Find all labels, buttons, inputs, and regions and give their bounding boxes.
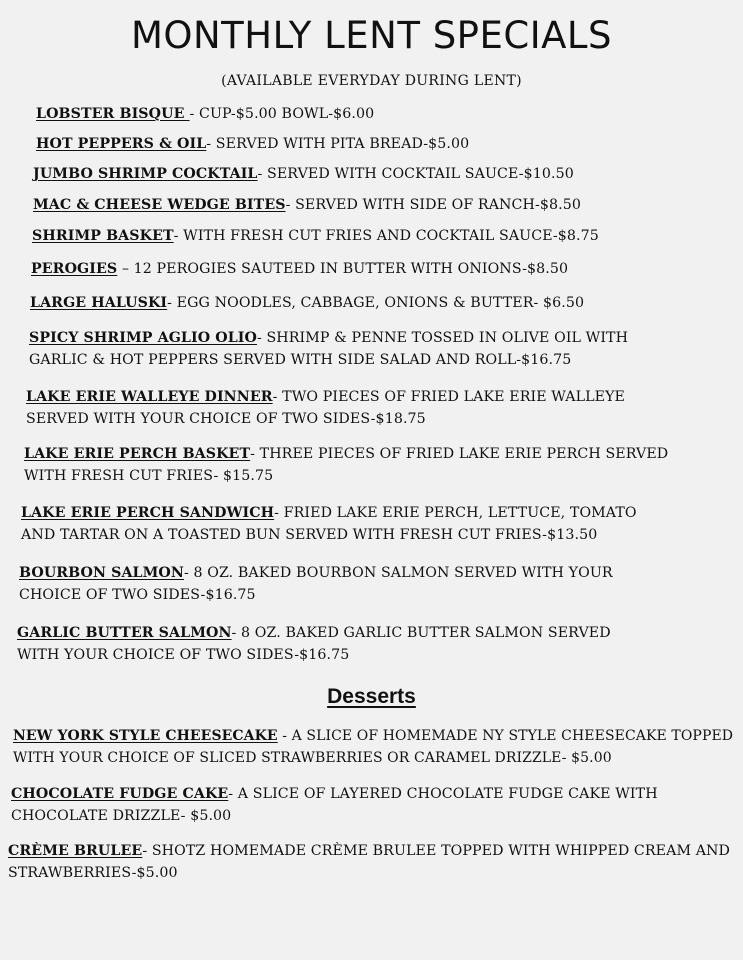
menu-item bbox=[24, 443, 668, 487]
menu-item bbox=[36, 103, 374, 125]
menu-item bbox=[32, 225, 599, 247]
item-description-cont: WITH YOUR CHOICE OF TWO SIDES-$16.75 bbox=[17, 647, 350, 663]
item-name: JUMBO SHRIMP COCKTAIL bbox=[33, 166, 258, 182]
item-name: LAKE ERIE PERCH BASKET bbox=[24, 446, 251, 462]
item-description: - CUP-$5.00 BOWL-$6.00 bbox=[189, 106, 375, 122]
item-description: - SERVED WITH SIDE OF RANCH-$8.50 bbox=[285, 197, 581, 213]
item-name: CRÈME BRULEE bbox=[8, 843, 143, 859]
dessert-item bbox=[8, 840, 730, 884]
item-description-cont: GARLIC & HOT PEPPERS SERVED WITH SIDE SALAD AND ROLL-$16.75 bbox=[29, 352, 572, 368]
menu-subtitle: (AVAILABLE EVERYDAY DURING LENT) bbox=[221, 73, 522, 89]
menu-item bbox=[17, 622, 611, 666]
item-name: LAKE ERIE WALLEYE DINNER bbox=[26, 389, 273, 405]
item-name: PEROGIES bbox=[31, 261, 118, 277]
item-description: - SERVED WITH PITA BREAD-$5.00 bbox=[206, 136, 470, 152]
menu-item bbox=[33, 194, 581, 216]
item-description: - TWO PIECES OF FRIED LAKE ERIE WALLEYE bbox=[272, 389, 626, 405]
item-description-cont: STRAWBERRIES-$5.00 bbox=[8, 865, 178, 881]
item-description-cont: CHOCOLATE DRIZZLE- $5.00 bbox=[11, 808, 232, 824]
menu-item bbox=[33, 163, 574, 185]
menu-item bbox=[21, 502, 637, 546]
item-description: - 8 OZ. BAKED GARLIC BUTTER SALMON SERVED bbox=[231, 625, 611, 641]
item-description: - SHRIMP & PENNE TOSSED IN OLIVE OIL WITH bbox=[256, 330, 629, 346]
item-description: – 12 PEROGIES SAUTEED IN BUTTER WITH ONIONS-$8.50 bbox=[117, 261, 569, 277]
menu-item bbox=[30, 292, 584, 314]
item-description-cont: WITH FRESH CUT FRIES- $15.75 bbox=[24, 468, 274, 484]
item-description-cont: CHOICE OF TWO SIDES-$16.75 bbox=[19, 587, 256, 603]
item-name: NEW YORK STYLE CHEESECAKE bbox=[13, 728, 278, 744]
item-name: HOT PEPPERS & OIL bbox=[36, 136, 207, 152]
menu-title: MONTHLY LENT SPECIALS bbox=[130, 14, 613, 57]
menu-item bbox=[26, 386, 625, 430]
dessert-item bbox=[13, 725, 733, 769]
item-name: GARLIC BUTTER SALMON bbox=[17, 625, 232, 641]
item-description: - THREE PIECES OF FRIED LAKE ERIE PERCH SERVED bbox=[250, 446, 669, 462]
item-name: BOURBON SALMON bbox=[19, 565, 184, 581]
item-name: CHOCOLATE FUDGE CAKE bbox=[11, 786, 229, 802]
item-name: LARGE HALUSKI bbox=[30, 295, 168, 311]
item-name: LOBSTER BISQUE bbox=[36, 106, 190, 122]
item-name: MAC & CHEESE WEDGE BITES bbox=[33, 197, 286, 213]
item-name: SPICY SHRIMP AGLIO OLIO bbox=[29, 330, 257, 346]
item-name: SHRIMP BASKET bbox=[32, 228, 174, 244]
item-description: - EGG NOODLES, CABBAGE, ONIONS & BUTTER- $6.50 bbox=[167, 295, 585, 311]
menu-item bbox=[36, 133, 469, 155]
menu-item bbox=[29, 327, 628, 371]
item-description: - 8 OZ. BAKED BOURBON SALMON SERVED WITH YOUR bbox=[183, 565, 613, 581]
item-description: - SERVED WITH COCKTAIL SAUCE-$10.50 bbox=[257, 166, 574, 182]
desserts-heading: Desserts bbox=[327, 685, 416, 708]
item-description: - A SLICE OF LAYERED CHOCOLATE FUDGE CAKE WITH bbox=[228, 786, 658, 802]
item-description: - FRIED LAKE ERIE PERCH, LETTUCE, TOMATO bbox=[274, 505, 637, 521]
dessert-item bbox=[11, 783, 658, 827]
item-description-cont: SERVED WITH YOUR CHOICE OF TWO SIDES-$18.75 bbox=[26, 411, 426, 427]
menu-item bbox=[31, 258, 568, 280]
item-description: - SHOTZ HOMEMADE CRÈME BRULEE TOPPED WITH WHIPPED CREAM AND bbox=[142, 843, 731, 859]
item-description-cont: WITH YOUR CHOICE OF SLICED STRAWBERRIES OR CARAMEL DRIZZLE- $5.00 bbox=[13, 750, 612, 766]
item-description: - A SLICE OF HOMEMADE NY STYLE CHEESECAKE TOPPED bbox=[277, 728, 734, 744]
menu-item bbox=[19, 562, 613, 606]
item-name: LAKE ERIE PERCH SANDWICH bbox=[21, 505, 275, 521]
item-description-cont: AND TARTAR ON A TOASTED BUN SERVED WITH FRESH CUT FRIES-$13.50 bbox=[21, 527, 598, 543]
item-description: - WITH FRESH CUT FRIES AND COCKTAIL SAUCE-$8.75 bbox=[173, 228, 599, 244]
